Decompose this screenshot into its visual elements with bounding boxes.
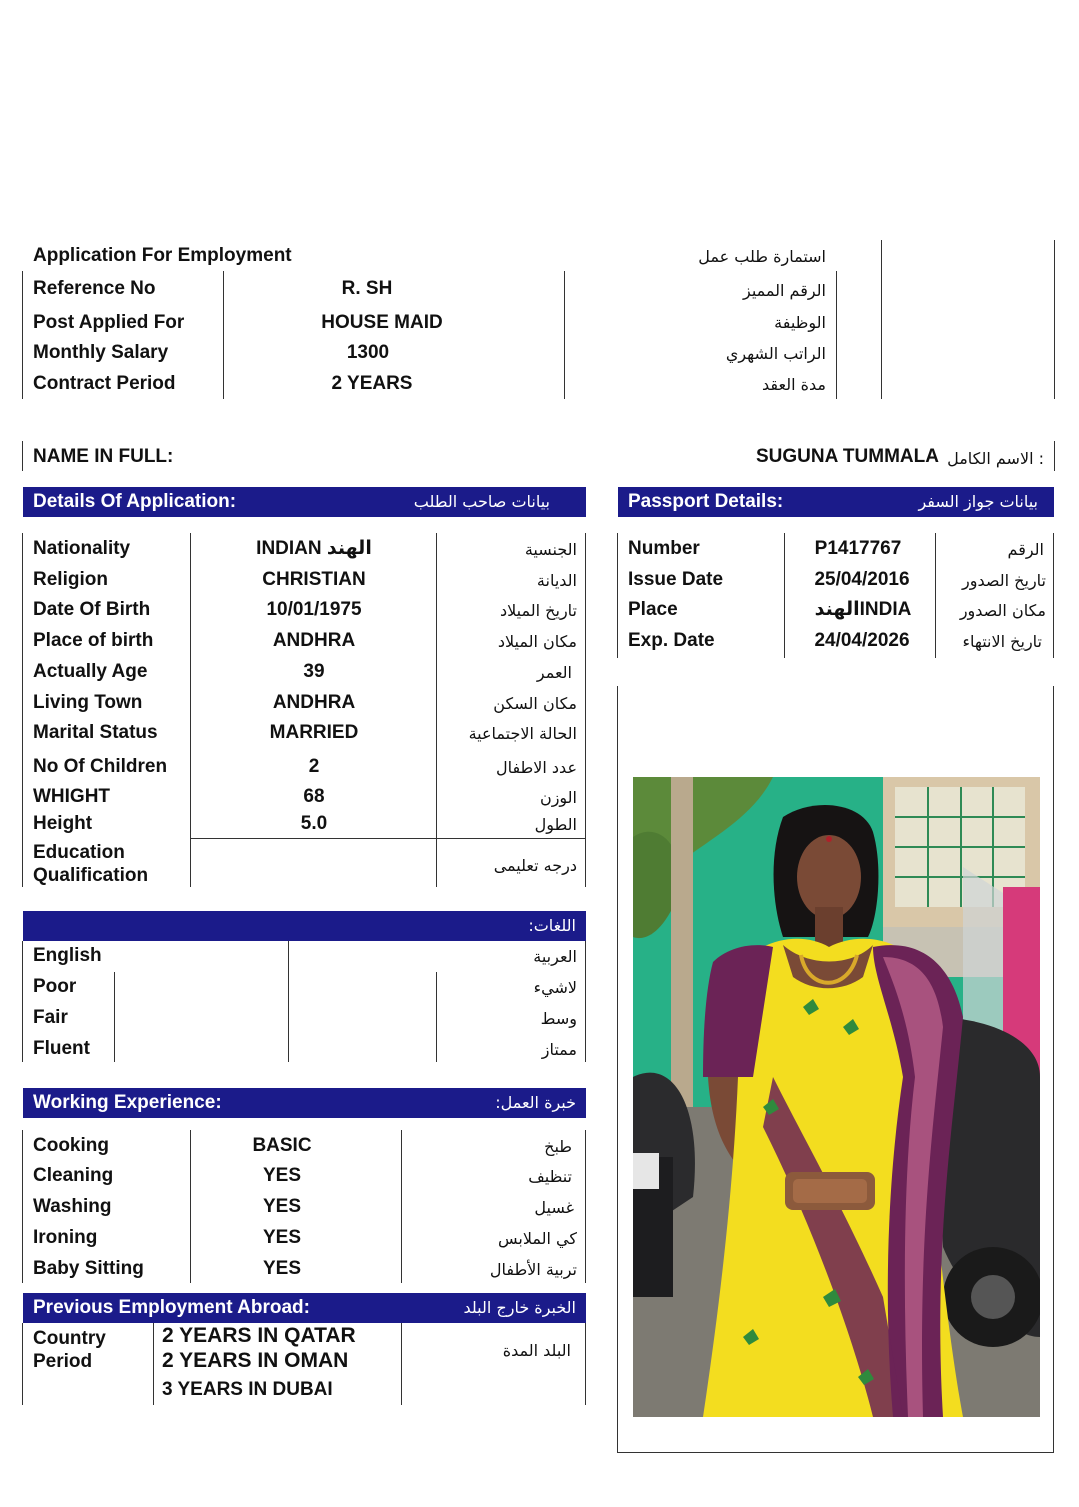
experience-title: Working Experience: <box>33 1092 222 1113</box>
reference-label-ar: الرقم المميز <box>742 281 826 300</box>
divider <box>564 271 565 399</box>
english-label: English <box>33 945 102 966</box>
passport-title: Passport Details: <box>628 491 784 512</box>
dob-label-ar: تاريخ الميلاد <box>500 601 577 620</box>
divider <box>1054 441 1055 471</box>
religion-label-ar: الديانة <box>536 571 577 590</box>
divider <box>190 1130 191 1283</box>
religion-value: CHRISTIAN <box>262 569 366 590</box>
height-label-ar: الطول <box>534 815 577 834</box>
cooking-label-ar: طبخ <box>544 1137 572 1156</box>
divider <box>114 972 115 1062</box>
fair-label: Fair <box>33 1007 68 1028</box>
divider <box>617 1452 1054 1453</box>
salary-value: 1300 <box>346 342 390 363</box>
washing-value: YES <box>262 1196 302 1217</box>
languages-title-ar: اللغات: <box>528 916 576 935</box>
experience-title-ar: خبرة العمل: <box>495 1093 576 1112</box>
place-label: Place <box>628 599 678 620</box>
height-label: Height <box>33 813 93 834</box>
town-label-ar: مكان السكن <box>493 694 577 713</box>
poor-label: Poor <box>33 976 77 997</box>
divider <box>436 972 437 1062</box>
place-label-ar: مكان الصدور <box>959 601 1046 620</box>
applicant-photo <box>633 777 1040 1417</box>
divider <box>585 533 586 887</box>
baby-sitting-value: YES <box>262 1258 302 1279</box>
dob-value: 10/01/1975 <box>266 599 362 620</box>
poor-label-ar: لاشيء <box>533 978 577 997</box>
exp-date-label: Exp. Date <box>628 630 715 651</box>
divider <box>585 1323 586 1405</box>
details-title: Details Of Application: <box>33 491 237 512</box>
education-label-ar: درجه تعليمى <box>493 856 577 875</box>
passport-number-label: Number <box>628 538 700 559</box>
divider <box>288 941 289 1062</box>
divider <box>617 686 618 1453</box>
details-title-ar: بيانات صاحب الطلب <box>413 492 550 511</box>
previous-label-ar: البلد المدة <box>502 1341 571 1360</box>
divider <box>617 533 618 658</box>
weight-label-ar: الوزن <box>539 788 577 807</box>
cleaning-label: Cleaning <box>33 1165 114 1186</box>
nationality-value: INDIAN الهند <box>256 538 372 559</box>
divider <box>1053 533 1054 658</box>
education-label-2: Qualification <box>33 865 149 886</box>
age-label-ar: العمر <box>536 663 572 682</box>
pob-label-ar: مكان الميلاد <box>497 632 577 651</box>
details-header-bar <box>23 487 586 517</box>
fair-label-ar: وسط <box>540 1009 577 1028</box>
exp-date-value: 24/04/2026 <box>814 630 910 651</box>
fluent-label: Fluent <box>33 1038 90 1059</box>
cooking-value: BASIC <box>252 1135 312 1156</box>
name-value: SUGUNA TUMMALA <box>756 446 939 467</box>
contract-label-ar: مدة العقد <box>762 375 826 394</box>
divider <box>223 271 224 399</box>
age-value: 39 <box>303 661 325 682</box>
children-label: No Of Children <box>33 756 168 777</box>
town-label: Living Town <box>33 692 143 713</box>
ironing-label: Ironing <box>33 1227 98 1248</box>
divider <box>22 533 23 887</box>
cleaning-label-ar: تنظيف <box>528 1167 572 1186</box>
country-label: Country <box>33 1328 106 1349</box>
marital-value: MARRIED <box>269 722 359 743</box>
baby-sitting-label: Baby Sitting <box>33 1258 144 1279</box>
passport-title-ar: بيانات جواز السفر <box>918 492 1038 511</box>
cleaning-value: YES <box>262 1165 302 1186</box>
age-label: Actually Age <box>33 661 148 682</box>
post-label: Post Applied For <box>33 312 185 333</box>
passport-number-value: P1417767 <box>814 538 902 559</box>
divider <box>881 240 882 399</box>
ironing-label-ar: كي الملابس <box>497 1229 577 1248</box>
previous-entry-3: 3 YEARS IN DUBAI <box>162 1379 333 1400</box>
experience-header-bar <box>23 1088 586 1118</box>
fluent-label-ar: ممتاز <box>541 1040 577 1059</box>
nationality-label-ar: الجنسية <box>524 540 577 559</box>
religion-label: Religion <box>33 569 108 590</box>
children-value: 2 <box>308 756 320 777</box>
name-label-ar: : الاسم الكامل <box>947 449 1044 468</box>
divider <box>836 271 837 399</box>
divider <box>190 533 191 887</box>
cooking-label: Cooking <box>33 1135 109 1156</box>
name-label: NAME IN FULL: <box>33 446 174 467</box>
divider <box>1053 686 1054 1453</box>
previous-entry-2: 2 YEARS IN OMAN <box>162 1349 349 1372</box>
contract-label: Contract Period <box>33 373 176 394</box>
divider <box>22 941 23 1062</box>
washing-label: Washing <box>33 1196 112 1217</box>
pob-value: ANDHRA <box>272 630 356 651</box>
nationality-label: Nationality <box>33 538 131 559</box>
previous-title: Previous Employment Abroad: <box>33 1297 310 1318</box>
divider <box>401 1323 402 1405</box>
education-label-1: Education <box>33 842 125 863</box>
height-value: 5.0 <box>300 813 328 834</box>
arabic-label: العربية <box>533 947 577 966</box>
divider <box>153 1323 154 1405</box>
divider <box>935 533 936 658</box>
contract-value: 2 YEARS <box>331 373 413 394</box>
pob-label: Place of birth <box>33 630 154 651</box>
marital-label-ar: الحالة الاجتماعية <box>468 724 577 743</box>
salary-label-ar: الراتب الشهري <box>725 344 826 363</box>
place-value: الهندINDIA <box>814 599 912 620</box>
form-title: Application For Employment <box>33 245 292 266</box>
form-title-ar: استمارة طلب عمل <box>698 247 826 266</box>
reference-label: Reference No <box>33 278 156 299</box>
post-value: HOUSE MAID <box>321 312 443 333</box>
previous-header-bar <box>23 1293 586 1323</box>
divider <box>22 441 23 471</box>
divider <box>1054 240 1055 399</box>
passport-number-label-ar: الرقم <box>1007 540 1044 559</box>
passport-header-bar <box>618 487 1054 517</box>
washing-label-ar: غسيل <box>534 1198 574 1217</box>
dob-label: Date Of Birth <box>33 599 151 620</box>
marital-label: Marital Status <box>33 722 158 743</box>
weight-value: 68 <box>303 786 325 807</box>
divider <box>190 838 585 839</box>
issue-date-value: 25/04/2016 <box>814 569 910 590</box>
previous-title-ar: الخبرة خارج البلد <box>463 1298 576 1317</box>
divider <box>784 533 785 658</box>
issue-date-label-ar: تاريخ الصدور <box>962 571 1046 590</box>
divider <box>22 1323 23 1405</box>
ironing-value: YES <box>262 1227 302 1248</box>
reference-value: R. SH <box>341 278 393 299</box>
exp-date-label-ar: تاريخ الانتهاء <box>962 632 1042 651</box>
period-label: Period <box>33 1351 93 1372</box>
children-label-ar: عدد الاطفال <box>495 758 577 777</box>
issue-date-label: Issue Date <box>628 569 724 590</box>
languages-header-bar <box>23 911 586 941</box>
town-value: ANDHRA <box>272 692 356 713</box>
previous-entry-1: 2 YEARS IN QATAR <box>162 1324 356 1347</box>
weight-label: WHIGHT <box>33 786 111 807</box>
divider <box>436 533 437 887</box>
divider <box>22 1130 23 1283</box>
post-label-ar: الوظيفة <box>774 313 826 332</box>
baby-sitting-label-ar: تربية الأطفال <box>489 1260 577 1279</box>
divider <box>585 941 586 1062</box>
divider <box>585 1130 586 1283</box>
salary-label: Monthly Salary <box>33 342 169 363</box>
divider <box>22 271 23 399</box>
divider <box>401 1130 402 1283</box>
